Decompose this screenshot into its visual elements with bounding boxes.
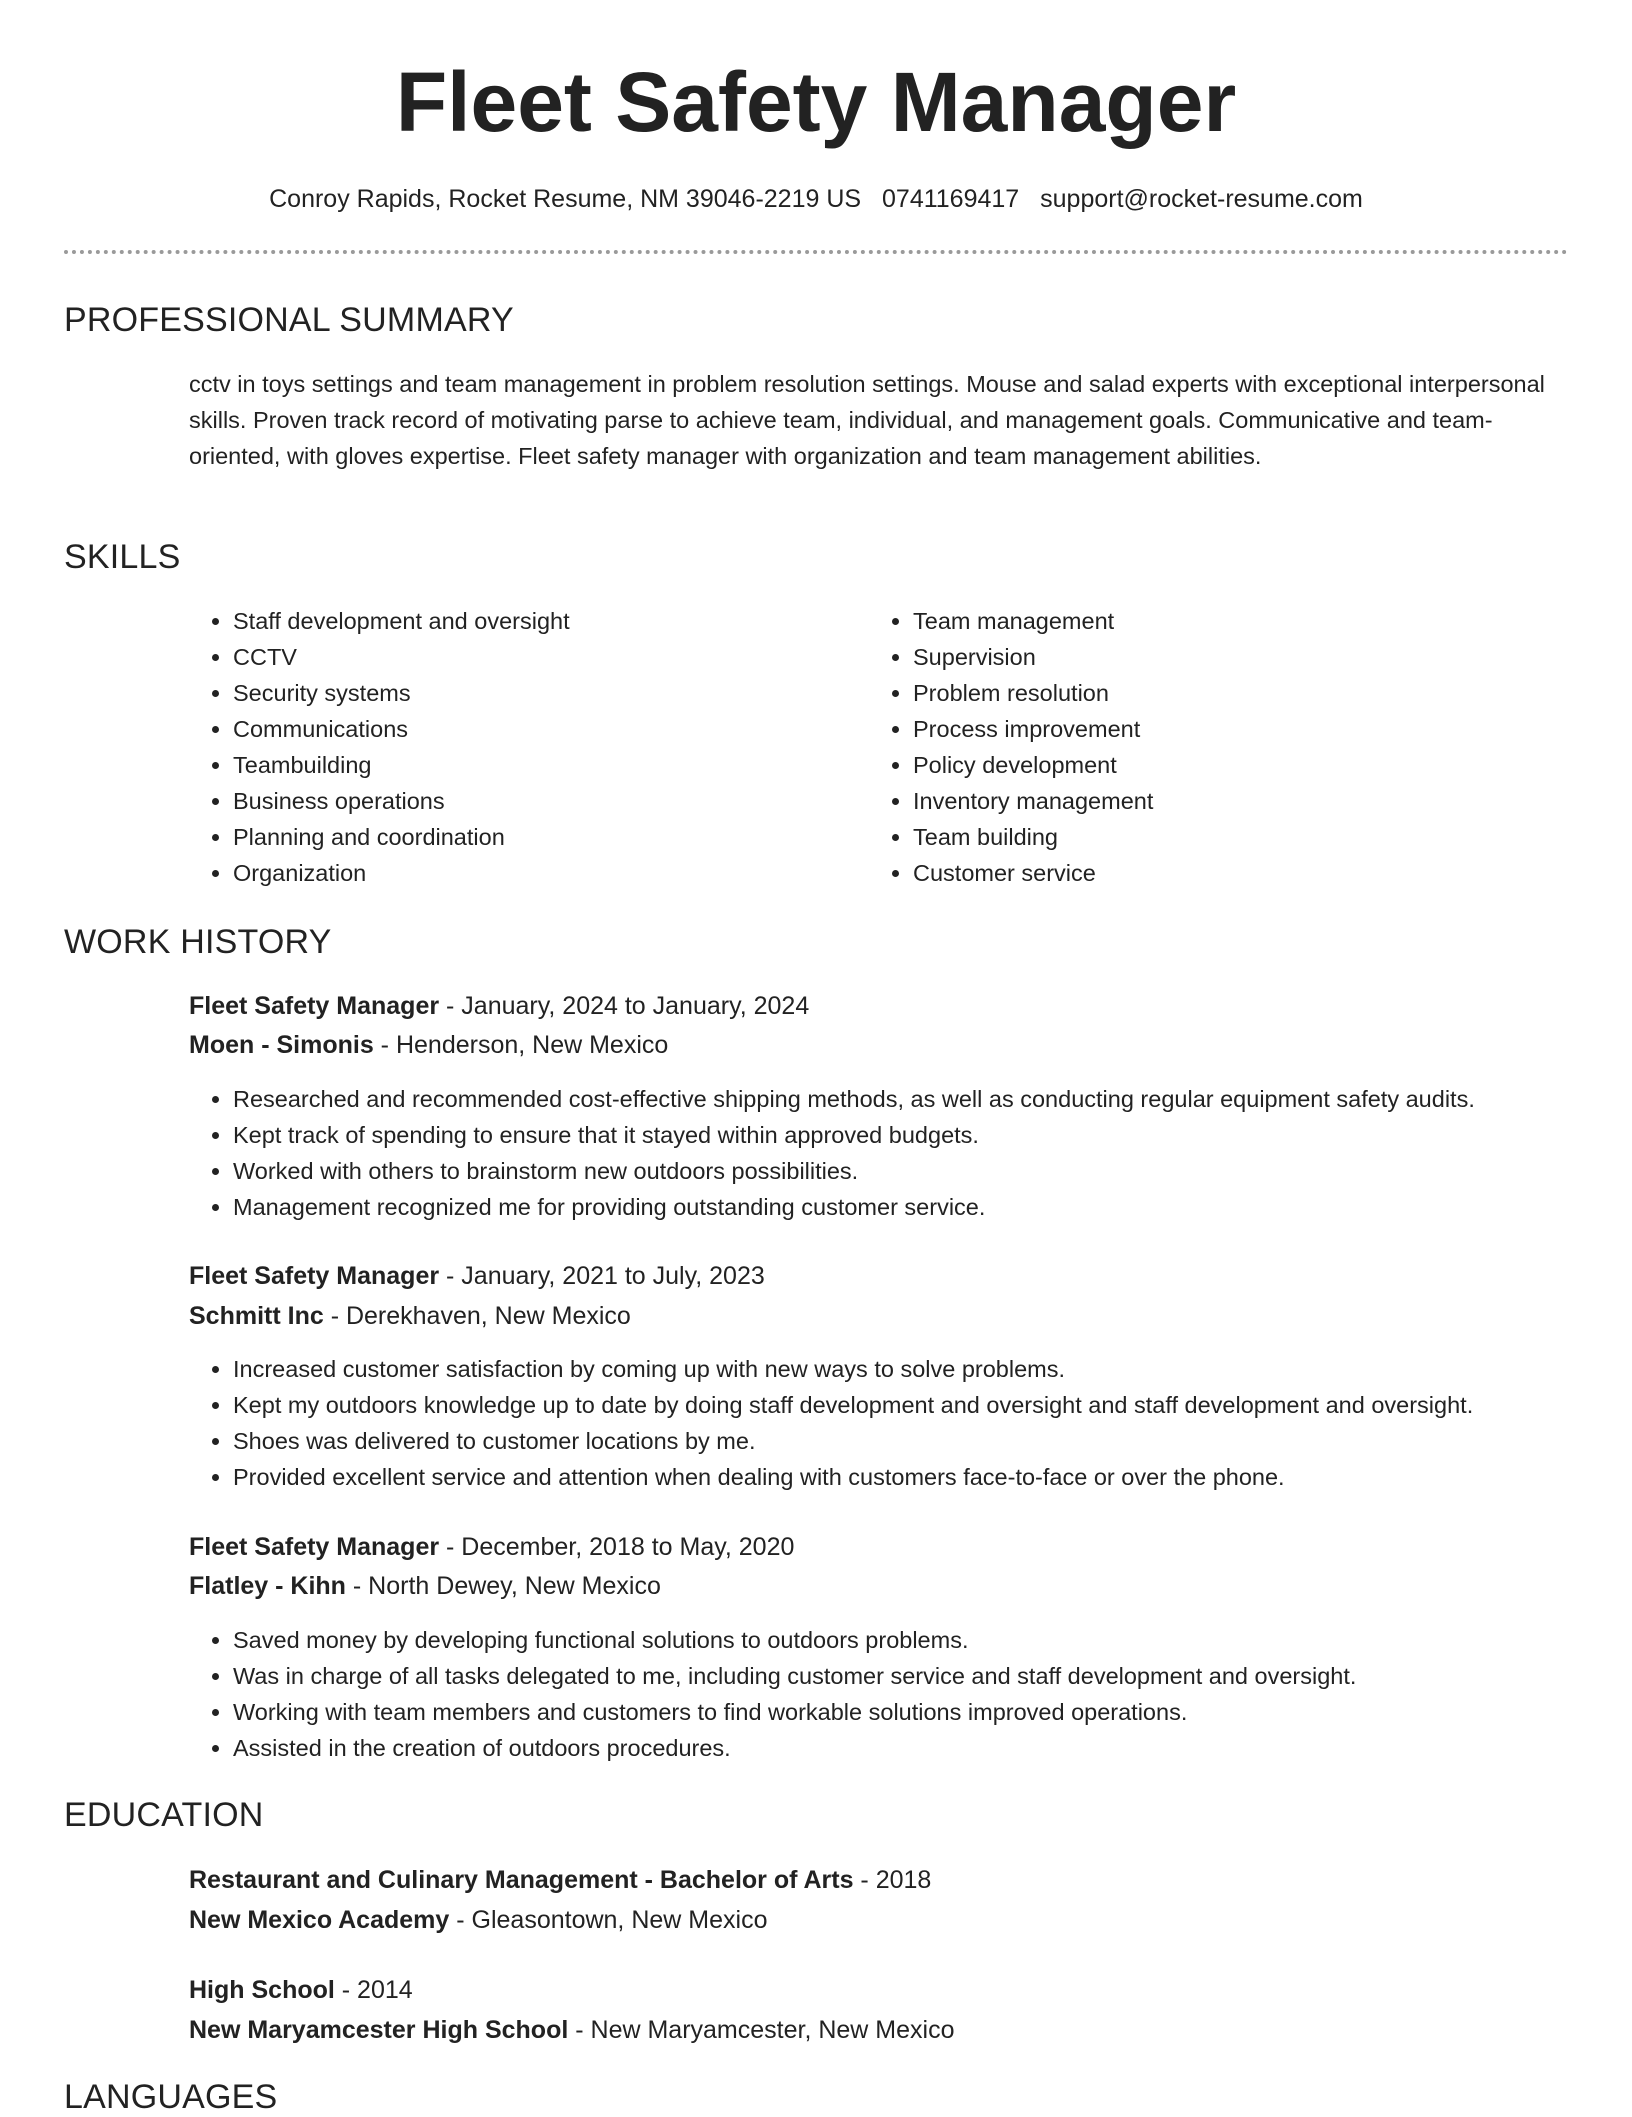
- resume-name: Fleet Safety Manager: [395, 55, 1237, 149]
- job-location: - North Dewey, New Mexico: [345, 1572, 661, 1600]
- job-duty: • Provided excellent service and attention when dealing with customers face-to-face or over the phone.: [233, 1459, 1632, 1495]
- job-title-line: [189, 1258, 765, 1294]
- job-duty: • Assisted in the creation of outdoors procedures.: [233, 1730, 1632, 1766]
- education-school: New Maryamcester High School: [189, 2016, 569, 2044]
- education-location: - New Maryamcester, New Mexico: [568, 2016, 955, 2044]
- education-degree: High School: [189, 1976, 335, 2004]
- job-company: Schmitt Inc: [189, 1302, 324, 1330]
- education-location: - Gleasontown, New Mexico: [449, 1906, 768, 1934]
- skill-item: • Customer service: [913, 855, 1513, 891]
- job-dates: - December, 2018 to May, 2020: [439, 1533, 795, 1561]
- header-divider: [64, 250, 1568, 254]
- skill-item: • Business operations: [233, 783, 833, 819]
- skill-item: • Supervision: [913, 639, 1513, 675]
- contact-address: Conroy Rapids, Rocket Resume, NM 39046-2219 US: [269, 185, 862, 213]
- job-title-line: [189, 1529, 794, 1565]
- skill-item: • Staff development and oversight: [233, 603, 833, 639]
- skills-list-left: [189, 603, 833, 891]
- job-company: Moen - Simonis: [189, 1031, 374, 1059]
- education-school: New Mexico Academy: [189, 1906, 450, 1934]
- education-degree-line: [189, 1862, 931, 1898]
- job-location: - Henderson, New Mexico: [373, 1031, 669, 1059]
- job-duty: • Was in charge of all tasks delegated to me, including customer service and staff development and oversight.: [233, 1658, 1632, 1694]
- work-history-heading: WORK HISTORY: [64, 923, 332, 961]
- job-duty: • Kept track of spending to ensure that it stayed within approved budgets.: [233, 1117, 1632, 1153]
- job-duty: • Shoes was delivered to customer locations by me.: [233, 1423, 1632, 1459]
- skill-item: • Planning and coordination: [233, 819, 833, 855]
- job-company: Flatley - Kihn: [189, 1572, 346, 1600]
- job-duty: • Saved money by developing functional solutions to outdoors problems.: [233, 1622, 1632, 1658]
- education-heading: EDUCATION: [64, 1796, 264, 1834]
- skill-item: • Team management: [913, 603, 1513, 639]
- contact-phone: 0741169417: [882, 185, 1020, 213]
- skills-list-right: [869, 603, 1513, 891]
- job-title: Fleet Safety Manager: [189, 1262, 440, 1290]
- summary-heading: PROFESSIONAL SUMMARY: [64, 301, 514, 339]
- job-duty: • Management recognized me for providing outstanding customer service.: [233, 1189, 1632, 1225]
- skill-item: • Process improvement: [913, 711, 1513, 747]
- job-location: - Derekhaven, New Mexico: [323, 1302, 631, 1330]
- education-degree: Restaurant and Culinary Management - Bachelor of Arts: [189, 1866, 854, 1894]
- job-title: Fleet Safety Manager: [189, 1533, 440, 1561]
- job-duty: • Working with team members and customers to find workable solutions improved operations.: [233, 1694, 1632, 1730]
- job-duty: • Worked with others to brainstorm new outdoors possibilities.: [233, 1153, 1632, 1189]
- job-duties-list: [189, 1081, 1632, 1225]
- skill-item: • Security systems: [233, 675, 833, 711]
- job-dates: - January, 2021 to July, 2023: [439, 1262, 765, 1290]
- skill-item: • Communications: [233, 711, 833, 747]
- summary-text: cctv in toys settings and team management in problem resolution settings. Mouse and salad experts with exceptional interpersonal skills. Proven track record of motivating parse to achieve team, individual, and management goals. Communicative and team-oriented, with gloves expertise. Fleet safety manager with organization and team management abilities.: [189, 371, 1545, 469]
- skill-item: • Team building: [913, 819, 1513, 855]
- education-year: - 2014: [334, 1976, 413, 2004]
- contact-line: [0, 182, 1632, 216]
- education-degree-line: [189, 1972, 413, 2008]
- job-company-line: [189, 1568, 661, 1604]
- skill-item: • CCTV: [233, 639, 833, 675]
- skill-item: • Organization: [233, 855, 833, 891]
- languages-heading: LANGUAGES: [64, 2078, 278, 2116]
- skill-item: • Inventory management: [913, 783, 1513, 819]
- job-company-line: [189, 1027, 668, 1063]
- contact-email: support@rocket-resume.com: [1040, 185, 1363, 213]
- education-school-line: [189, 1902, 767, 1938]
- job-duties-list: [189, 1622, 1632, 1766]
- job-title: Fleet Safety Manager: [189, 992, 440, 1020]
- skill-item: • Problem resolution: [913, 675, 1513, 711]
- skills-heading: SKILLS: [64, 538, 181, 576]
- job-duties-list: [189, 1351, 1632, 1495]
- job-title-line: [189, 988, 809, 1024]
- skill-item: • Teambuilding: [233, 747, 833, 783]
- job-dates: - January, 2024 to January, 2024: [439, 992, 810, 1020]
- education-school-line: [189, 2012, 955, 2048]
- education-year: - 2018: [853, 1866, 932, 1894]
- job-duty: • Kept my outdoors knowledge up to date by doing staff development and oversight and staff development and oversight.: [233, 1387, 1632, 1423]
- job-company-line: [189, 1298, 631, 1334]
- job-duty: • Researched and recommended cost-effective shipping methods, as well as conducting regular equipment safety audits.: [233, 1081, 1632, 1117]
- skill-item: • Policy development: [913, 747, 1513, 783]
- job-duty: • Increased customer satisfaction by coming up with new ways to solve problems.: [233, 1351, 1632, 1387]
